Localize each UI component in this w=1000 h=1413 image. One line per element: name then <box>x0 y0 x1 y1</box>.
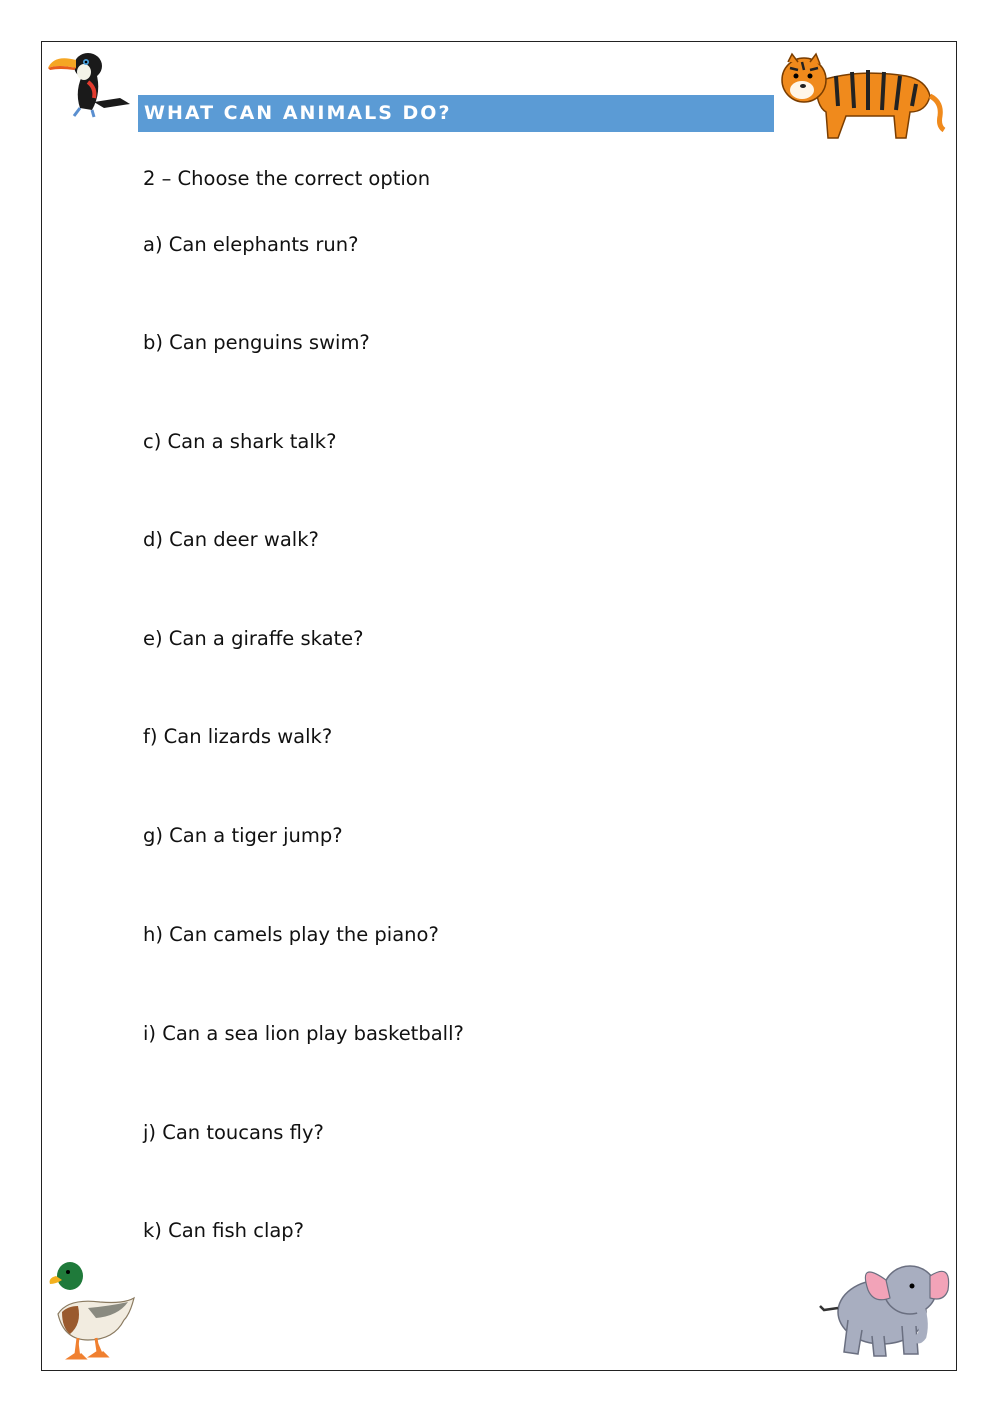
page-title: WHAT CAN ANIMALS DO? <box>144 102 452 124</box>
elephant-illustration <box>818 1256 952 1360</box>
question-f: f) Can lizards walk? <box>143 725 333 748</box>
question-k: k) Can fish clap? <box>143 1219 305 1242</box>
toucan-illustration <box>44 42 132 118</box>
tiger-illustration <box>776 46 948 146</box>
question-h: h) Can camels play the piano? <box>143 923 439 946</box>
question-c: c) Can a shark talk? <box>143 430 337 453</box>
question-i: i) Can a sea lion play basketball? <box>143 1022 464 1045</box>
duck-illustration <box>48 1258 138 1360</box>
question-d: d) Can deer walk? <box>143 528 319 551</box>
question-a: a) Can elephants run? <box>143 233 359 256</box>
question-g: g) Can a tiger jump? <box>143 824 343 847</box>
question-b: b) Can penguins swim? <box>143 331 370 354</box>
instruction: 2 – Choose the correct option <box>143 167 431 190</box>
question-e: e) Can a giraffe skate? <box>143 627 364 650</box>
title-bar <box>138 95 774 132</box>
question-j: j) Can toucans fly? <box>143 1121 324 1144</box>
